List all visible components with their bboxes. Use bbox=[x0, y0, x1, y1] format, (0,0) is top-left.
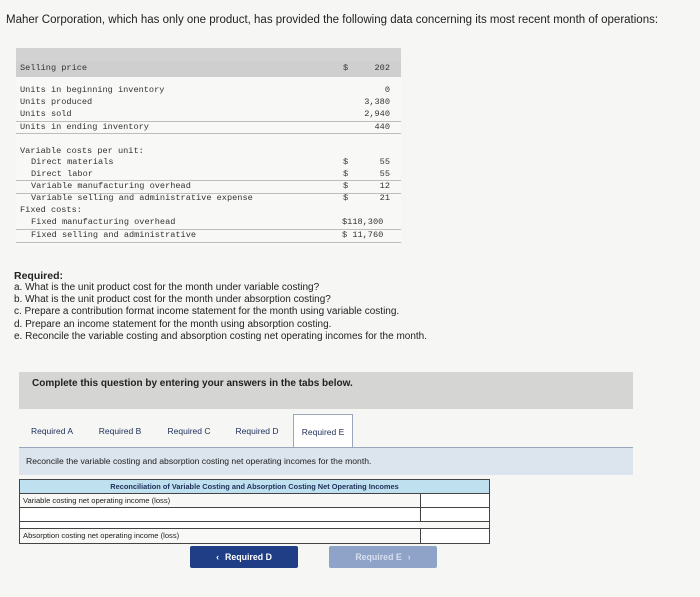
tab-required-b[interactable]: Required B bbox=[98, 425, 142, 436]
direct-labor-label: Direct labor bbox=[31, 169, 93, 179]
reconciliation-table bbox=[19, 479, 490, 544]
required-item-c: c. Prepare a contribution format income statement for the month using variable costing. bbox=[14, 306, 400, 318]
units-produced-value: 3,380 bbox=[364, 97, 390, 107]
variable-costs-header: Variable costs per unit: bbox=[20, 146, 144, 156]
fixed-sga-label: Fixed selling and administrative bbox=[31, 230, 197, 240]
absorption-costing-noi-input[interactable] bbox=[420, 529, 489, 543]
direct-materials-sign: $ bbox=[343, 157, 349, 167]
variable-mfg-overhead-label: Variable manufacturing overhead bbox=[31, 181, 191, 191]
variable-mfg-overhead-sign: $ bbox=[343, 181, 349, 191]
chevron-right-icon: › bbox=[407, 552, 411, 562]
chevron-left-icon: ‹ bbox=[216, 552, 219, 562]
variable-sga-label: Variable selling and administrative expense bbox=[31, 193, 253, 203]
units-beginning-label: Units in beginning inventory bbox=[20, 85, 165, 95]
direct-labor-value: 55 bbox=[379, 169, 390, 179]
selling-price-sign: $ bbox=[343, 63, 349, 73]
fixed-mfg-overhead-label: Fixed manufacturing overhead bbox=[31, 217, 176, 227]
row-divider bbox=[16, 242, 401, 243]
variable-costing-noi-input[interactable] bbox=[420, 494, 489, 508]
adjustment-label-input[interactable] bbox=[20, 508, 419, 522]
units-sold-value: 2,940 bbox=[364, 109, 390, 119]
row-divider bbox=[16, 133, 401, 134]
instruction-text: Complete this question by entering your answers in the tabs below. bbox=[32, 378, 353, 389]
selling-price-label: Selling price bbox=[20, 63, 88, 73]
variable-sga-value: 21 bbox=[379, 193, 390, 203]
tab-required-d[interactable]: Required D bbox=[235, 425, 279, 436]
table-row bbox=[20, 493, 489, 508]
required-item-a: a. What is the unit product cost for the month under variable costing? bbox=[14, 282, 320, 293]
problem-intro: Maher Corporation, which has only one product, has provided the following data concerning its most recent month of operations: bbox=[6, 14, 659, 26]
tab-required-a[interactable]: Required A bbox=[30, 425, 74, 436]
next-tab-label: Required E bbox=[355, 552, 402, 562]
required-list bbox=[14, 282, 427, 343]
units-ending-value: 440 bbox=[374, 122, 390, 132]
previous-tab-label: Required D bbox=[225, 552, 272, 562]
tab-required-e[interactable]: Required E bbox=[293, 414, 353, 449]
table-header-bar bbox=[16, 48, 401, 61]
variable-mfg-overhead-value: 12 bbox=[379, 181, 390, 191]
absorption-costing-noi-label: Absorption costing net operating income (loss) bbox=[23, 531, 180, 540]
fixed-costs-header: Fixed costs: bbox=[20, 205, 82, 215]
units-beginning-value: 0 bbox=[384, 85, 390, 95]
table-row bbox=[20, 507, 489, 522]
required-item-b: b. What is the unit product cost for the month under absorption costing? bbox=[14, 294, 331, 306]
table-row bbox=[20, 528, 489, 543]
selling-price-value: 202 bbox=[374, 63, 390, 73]
tab-subheading: Reconcile the variable costing and absorption costing net operating incomes for the month. bbox=[26, 456, 372, 466]
next-tab-button[interactable] bbox=[329, 546, 437, 568]
units-produced-label: Units produced bbox=[20, 97, 93, 107]
tab-required-c[interactable]: Required C bbox=[167, 425, 211, 436]
required-title: Required: bbox=[14, 270, 64, 282]
required-item-d: d. Prepare an income statement for the month using absorption costing. bbox=[14, 318, 332, 330]
adjustment-value-input[interactable] bbox=[420, 508, 489, 522]
required-item-e: e. Reconcile the variable costing and absorption costing net operating incomes for the month. bbox=[14, 330, 428, 342]
data-table bbox=[16, 48, 401, 246]
units-sold-label: Units sold bbox=[20, 109, 72, 119]
previous-tab-button[interactable] bbox=[190, 546, 298, 568]
direct-materials-label: Direct materials bbox=[31, 157, 114, 167]
fixed-mfg-overhead-value: $118,300 bbox=[342, 217, 384, 227]
direct-materials-value: 55 bbox=[379, 157, 390, 167]
variable-costing-noi-label: Variable costing net operating income (loss) bbox=[23, 496, 171, 505]
variable-sga-sign: $ bbox=[343, 193, 349, 203]
units-ending-label: Units in ending inventory bbox=[20, 122, 149, 132]
reconciliation-title: Reconciliation of Variable Costing and Absorption Costing Net Operating Incomes bbox=[20, 480, 489, 493]
direct-labor-sign: $ bbox=[343, 169, 349, 179]
fixed-sga-value: $ 11,760 bbox=[342, 230, 384, 240]
